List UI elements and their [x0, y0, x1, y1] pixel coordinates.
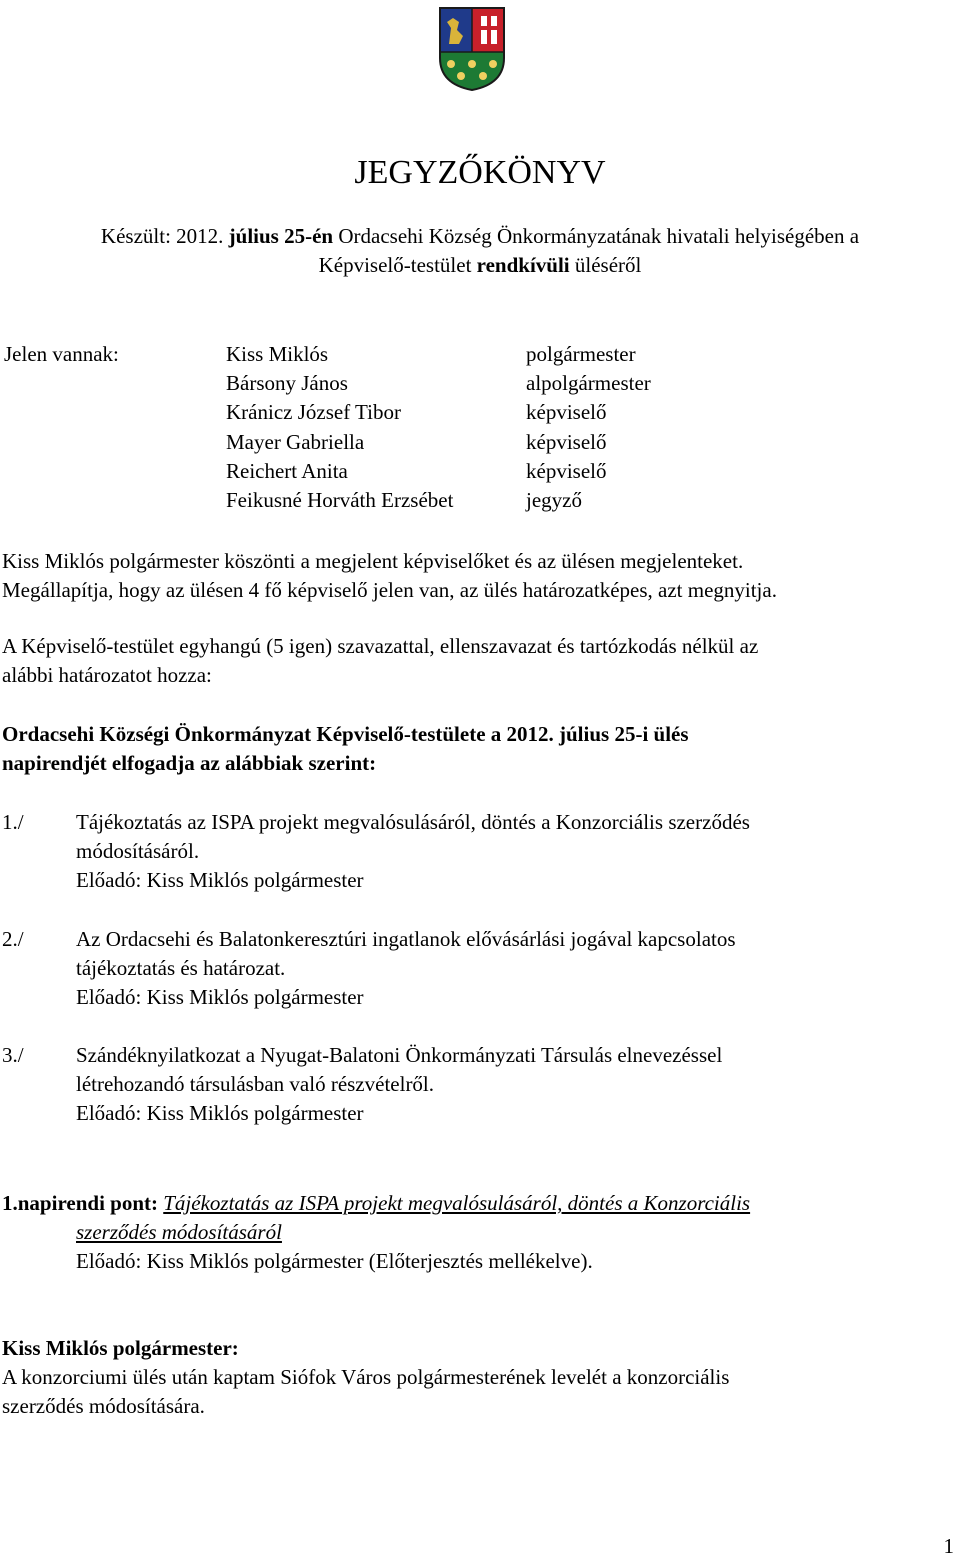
attendee-name: Reichert Anita [226, 459, 348, 483]
attendee-name: Feikusné Horváth Erzsébet [226, 488, 454, 512]
agenda-presenter: Előadó: Kiss Miklós polgármester [76, 868, 364, 892]
agenda-text: Tájékoztatás az ISPA projekt megvalósulásáról, döntés a Konzorciális szerződés [76, 810, 750, 834]
agenda-number: 1./ [2, 810, 24, 834]
point-label: 1.napirendi pont: [2, 1191, 158, 1215]
intro-text-2-rest: üléséről [569, 253, 642, 277]
vote-line-2: alábbi határozatot hozza: [2, 663, 212, 687]
attendee-name: Kiss Miklós [226, 342, 329, 366]
agenda-text: Az Ordacsehi és Balatonkeresztúri ingatlanok elővásárlási jogával kapcsolatos [76, 927, 736, 951]
intro-line-2 [0, 251, 960, 280]
speaker-name: Kiss Miklós polgármester: [2, 1336, 239, 1360]
agenda-presenter: Előadó: Kiss Miklós polgármester [76, 985, 364, 1009]
attendee-role: jegyző [526, 488, 582, 512]
greeting-line-1: Kiss Miklós polgármester köszönti a megjelent képviselőket és az ülésen megjelenteket. [2, 549, 744, 573]
document-title: JEGYZŐKÖNYV [354, 154, 606, 191]
meeting-type: rendkívüli [476, 253, 570, 277]
point-title: Tájékoztatás az ISPA projekt megvalósulásáról, döntés a Konzorciális [163, 1191, 751, 1215]
intro-text-rest: Ordacsehi Község Önkormányzatának hivatali helyiségében a [333, 224, 860, 248]
point-1-heading [2, 1189, 750, 1218]
attendee-role: képviselő [526, 430, 607, 454]
greeting-line-2: Megállapítja, hogy az ülésen 4 fő képviselő jelen van, az ülés határozatképes, azt megnyitja. [2, 578, 777, 602]
resolution-line-2: napirendjét elfogadja az alábbiak szerint: [2, 751, 377, 775]
intro-text: Készült: 2012. [100, 224, 229, 248]
agenda-presenter: Előadó: Kiss Miklós polgármester [76, 1101, 364, 1125]
vote-line-1: A Képviselő-testület egyhangú (5 igen) szavazattal, ellenszavazat és tartózkodás nélkül az [2, 634, 759, 658]
attendee-role: képviselő [526, 459, 607, 483]
attendee-role: alpolgármester [526, 371, 651, 395]
speech-line-2: szerződés módosítására. [2, 1394, 205, 1418]
attendance-label: Jelen vannak: [4, 342, 119, 366]
point-title-cont: szerződés módosításáról [76, 1220, 282, 1244]
agenda-text: Szándéknyilatkozat a Nyugat-Balatoni Önkormányzati Társulás elnevezéssel [76, 1043, 723, 1067]
speech-line-1: A konzorciumi ülés után kaptam Siófok Város polgármesterének levelét a konzorciális [2, 1365, 730, 1389]
intro-text-2: Képviselő-testület [318, 253, 477, 277]
page-number: 1 [943, 1534, 954, 1558]
agenda-text: létrehozandó társulásban való részvételről. [76, 1072, 435, 1096]
agenda-number: 2./ [2, 927, 24, 951]
attendee-name: Bársony János [226, 371, 348, 395]
point-presenter: Előadó: Kiss Miklós polgármester (Előterjesztés mellékelve). [76, 1249, 593, 1273]
attendee-name: Kránicz József Tibor [226, 400, 401, 424]
resolution-line-1: Ordacsehi Községi Önkormányzat Képviselő-testülete a 2012. július 25-i ülés [2, 722, 689, 746]
intro-line-1 [0, 222, 960, 251]
attendee-role: polgármester [526, 342, 636, 366]
agenda-number: 3./ [2, 1043, 24, 1067]
intro-date: július 25-én [228, 224, 334, 248]
agenda-text: tájékoztatás és határozat. [76, 956, 286, 980]
coat-of-arms-icon [437, 6, 507, 92]
agenda-text: módosításáról. [76, 839, 200, 863]
attendee-name: Mayer Gabriella [226, 430, 365, 454]
attendee-role: képviselő [526, 400, 607, 424]
